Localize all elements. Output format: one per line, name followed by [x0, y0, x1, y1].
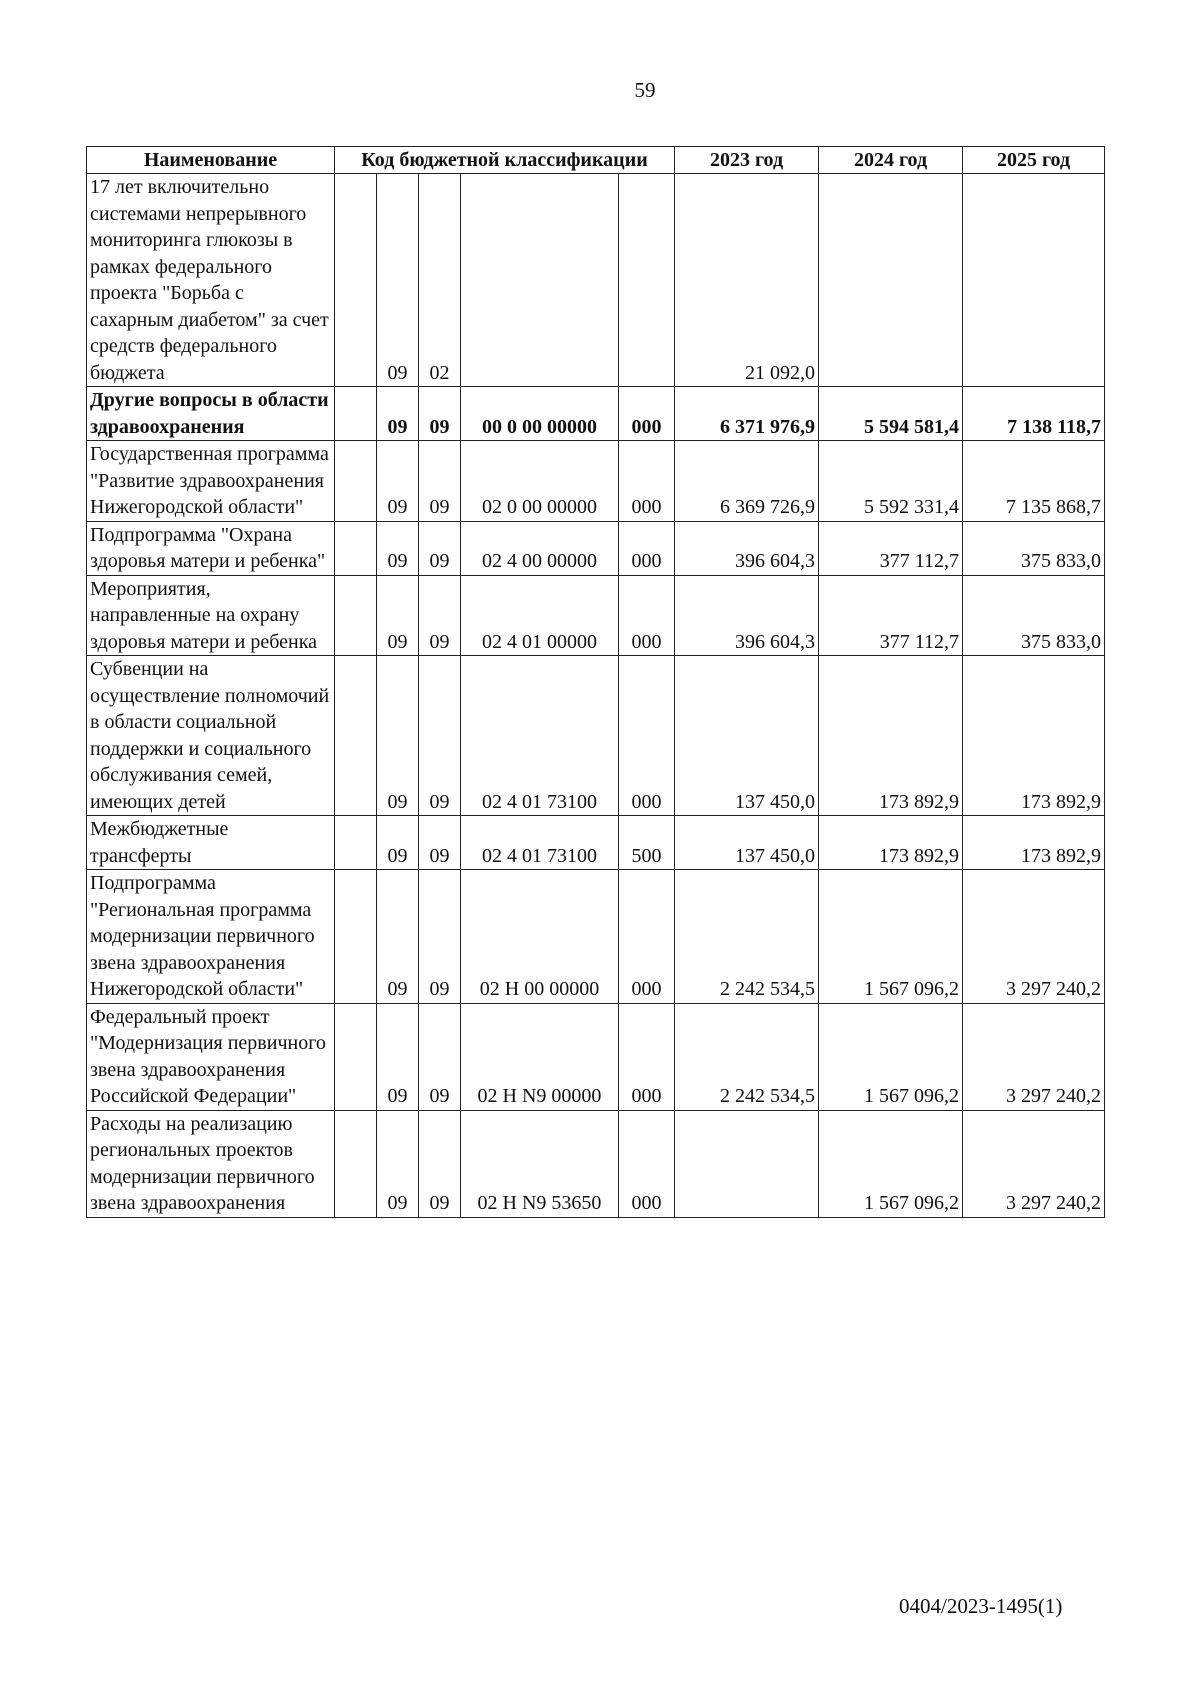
cell-section: 09: [377, 1110, 419, 1217]
cell-2024: 1 567 096,2: [819, 870, 963, 1004]
cell-2025: 173 892,9: [963, 816, 1105, 870]
cell-2025: 3 297 240,2: [963, 1003, 1105, 1110]
cell-subsection: 02: [419, 174, 461, 387]
page-number: 59: [634, 78, 656, 102]
cell-2025: 7 138 118,7: [963, 387, 1105, 441]
cell-2024: 1 567 096,2: [819, 1110, 963, 1217]
table-row: [87, 174, 1105, 387]
cell-2023: 396 604,3: [675, 575, 819, 656]
cell-name: Другие вопросы в области здравоохранения: [87, 387, 335, 441]
cell-name: Подпрограмма "Охрана здоровья матери и ребенка": [87, 521, 335, 575]
document-code: 0404/2023-1495(1): [899, 1594, 1063, 1618]
cell-2024: 5 592 331,4: [819, 441, 963, 522]
cell-grbs: [335, 575, 377, 656]
header-code: Код бюджетной классификации: [335, 147, 675, 174]
cell-section: 09: [377, 656, 419, 816]
table-row: [87, 656, 1105, 816]
cell-subsection: 09: [419, 656, 461, 816]
cell-2023: 6 371 976,9: [675, 387, 819, 441]
cell-2023: 137 450,0: [675, 656, 819, 816]
cell-2025: 7 135 868,7: [963, 441, 1105, 522]
cell-expense-type: 000: [619, 387, 675, 441]
cell-2024: 173 892,9: [819, 816, 963, 870]
cell-name: Субвенции на осуществление полномочий в области социальной поддержки и социального обслуживания семей, имеющих детей: [87, 656, 335, 816]
cell-target-article: [461, 174, 619, 387]
table-header-row: [87, 147, 1105, 174]
cell-grbs: [335, 174, 377, 387]
cell-subsection: 09: [419, 1003, 461, 1110]
cell-expense-type: 000: [619, 575, 675, 656]
cell-grbs: [335, 441, 377, 522]
header-name: Наименование: [87, 147, 335, 174]
cell-target-article: 02 Н N9 53650: [461, 1110, 619, 1217]
cell-grbs: [335, 870, 377, 1004]
cell-2023: [675, 1110, 819, 1217]
cell-subsection: 09: [419, 1110, 461, 1217]
cell-2024: 377 112,7: [819, 575, 963, 656]
cell-target-article: 02 Н 00 00000: [461, 870, 619, 1004]
cell-2024: 5 594 581,4: [819, 387, 963, 441]
cell-name: Мероприятия, направленные на охрану здоровья матери и ребенка: [87, 575, 335, 656]
table-row: [87, 441, 1105, 522]
cell-2023: 2 242 534,5: [675, 870, 819, 1004]
cell-2025: [963, 174, 1105, 387]
cell-section: 09: [377, 870, 419, 1004]
cell-2025: 375 833,0: [963, 575, 1105, 656]
header-2023: 2023 год: [675, 147, 819, 174]
cell-subsection: 09: [419, 816, 461, 870]
budget-table: [86, 146, 1105, 1218]
cell-name: Межбюджетные трансферты: [87, 816, 335, 870]
cell-subsection: 09: [419, 870, 461, 1004]
table-row: [87, 521, 1105, 575]
table-row: [87, 1003, 1105, 1110]
cell-target-article: 02 Н N9 00000: [461, 1003, 619, 1110]
cell-target-article: 02 4 01 73100: [461, 656, 619, 816]
cell-expense-type: 000: [619, 1110, 675, 1217]
cell-grbs: [335, 387, 377, 441]
cell-section: 09: [377, 575, 419, 656]
cell-target-article: 02 0 00 00000: [461, 441, 619, 522]
table-row: [87, 816, 1105, 870]
cell-section: 09: [377, 816, 419, 870]
cell-name: Государственная программа "Развитие здравоохранения Нижегородской области": [87, 441, 335, 522]
cell-expense-type: [619, 174, 675, 387]
table-row: [87, 387, 1105, 441]
cell-target-article: 00 0 00 00000: [461, 387, 619, 441]
cell-expense-type: 000: [619, 656, 675, 816]
cell-grbs: [335, 1003, 377, 1110]
cell-2023: 6 369 726,9: [675, 441, 819, 522]
cell-subsection: 09: [419, 387, 461, 441]
cell-2024: 377 112,7: [819, 521, 963, 575]
cell-section: 09: [377, 441, 419, 522]
cell-expense-type: 000: [619, 441, 675, 522]
cell-name: Федеральный проект "Модернизация первичного звена здравоохранения Российской Федерации": [87, 1003, 335, 1110]
cell-subsection: 09: [419, 521, 461, 575]
cell-expense-type: 000: [619, 1003, 675, 1110]
cell-name: Подпрограмма "Региональная программа модернизации первичного звена здравоохранения Нижегородской области": [87, 870, 335, 1004]
cell-2024: 1 567 096,2: [819, 1003, 963, 1110]
table-row: [87, 575, 1105, 656]
cell-target-article: 02 4 01 73100: [461, 816, 619, 870]
header-2025: 2025 год: [963, 147, 1105, 174]
header-2024: 2024 год: [819, 147, 963, 174]
cell-target-article: 02 4 01 00000: [461, 575, 619, 656]
cell-2024: 173 892,9: [819, 656, 963, 816]
cell-2023: 137 450,0: [675, 816, 819, 870]
cell-grbs: [335, 1110, 377, 1217]
cell-2025: 3 297 240,2: [963, 870, 1105, 1004]
cell-2025: 173 892,9: [963, 656, 1105, 816]
cell-name: Расходы на реализацию региональных проектов модернизации первичного звена здравоохранения: [87, 1110, 335, 1217]
cell-2025: 375 833,0: [963, 521, 1105, 575]
cell-expense-type: 000: [619, 521, 675, 575]
cell-2023: 396 604,3: [675, 521, 819, 575]
cell-grbs: [335, 656, 377, 816]
cell-section: 09: [377, 1003, 419, 1110]
cell-name: 17 лет включительно системами непрерывного мониторинга глюкозы в рамках федерального проекта "Борьба с сахарным диабетом" за счет средств федерального бюджета: [87, 174, 335, 387]
cell-subsection: 09: [419, 441, 461, 522]
cell-2023: 2 242 534,5: [675, 1003, 819, 1110]
cell-subsection: 09: [419, 575, 461, 656]
cell-section: 09: [377, 387, 419, 441]
cell-expense-type: 500: [619, 816, 675, 870]
cell-2023: 21 092,0: [675, 174, 819, 387]
table-row: [87, 870, 1105, 1004]
cell-section: 09: [377, 521, 419, 575]
cell-expense-type: 000: [619, 870, 675, 1004]
cell-target-article: 02 4 00 00000: [461, 521, 619, 575]
cell-grbs: [335, 816, 377, 870]
cell-section: 09: [377, 174, 419, 387]
cell-2024: [819, 174, 963, 387]
cell-2025: 3 297 240,2: [963, 1110, 1105, 1217]
cell-grbs: [335, 521, 377, 575]
table-row: [87, 1110, 1105, 1217]
